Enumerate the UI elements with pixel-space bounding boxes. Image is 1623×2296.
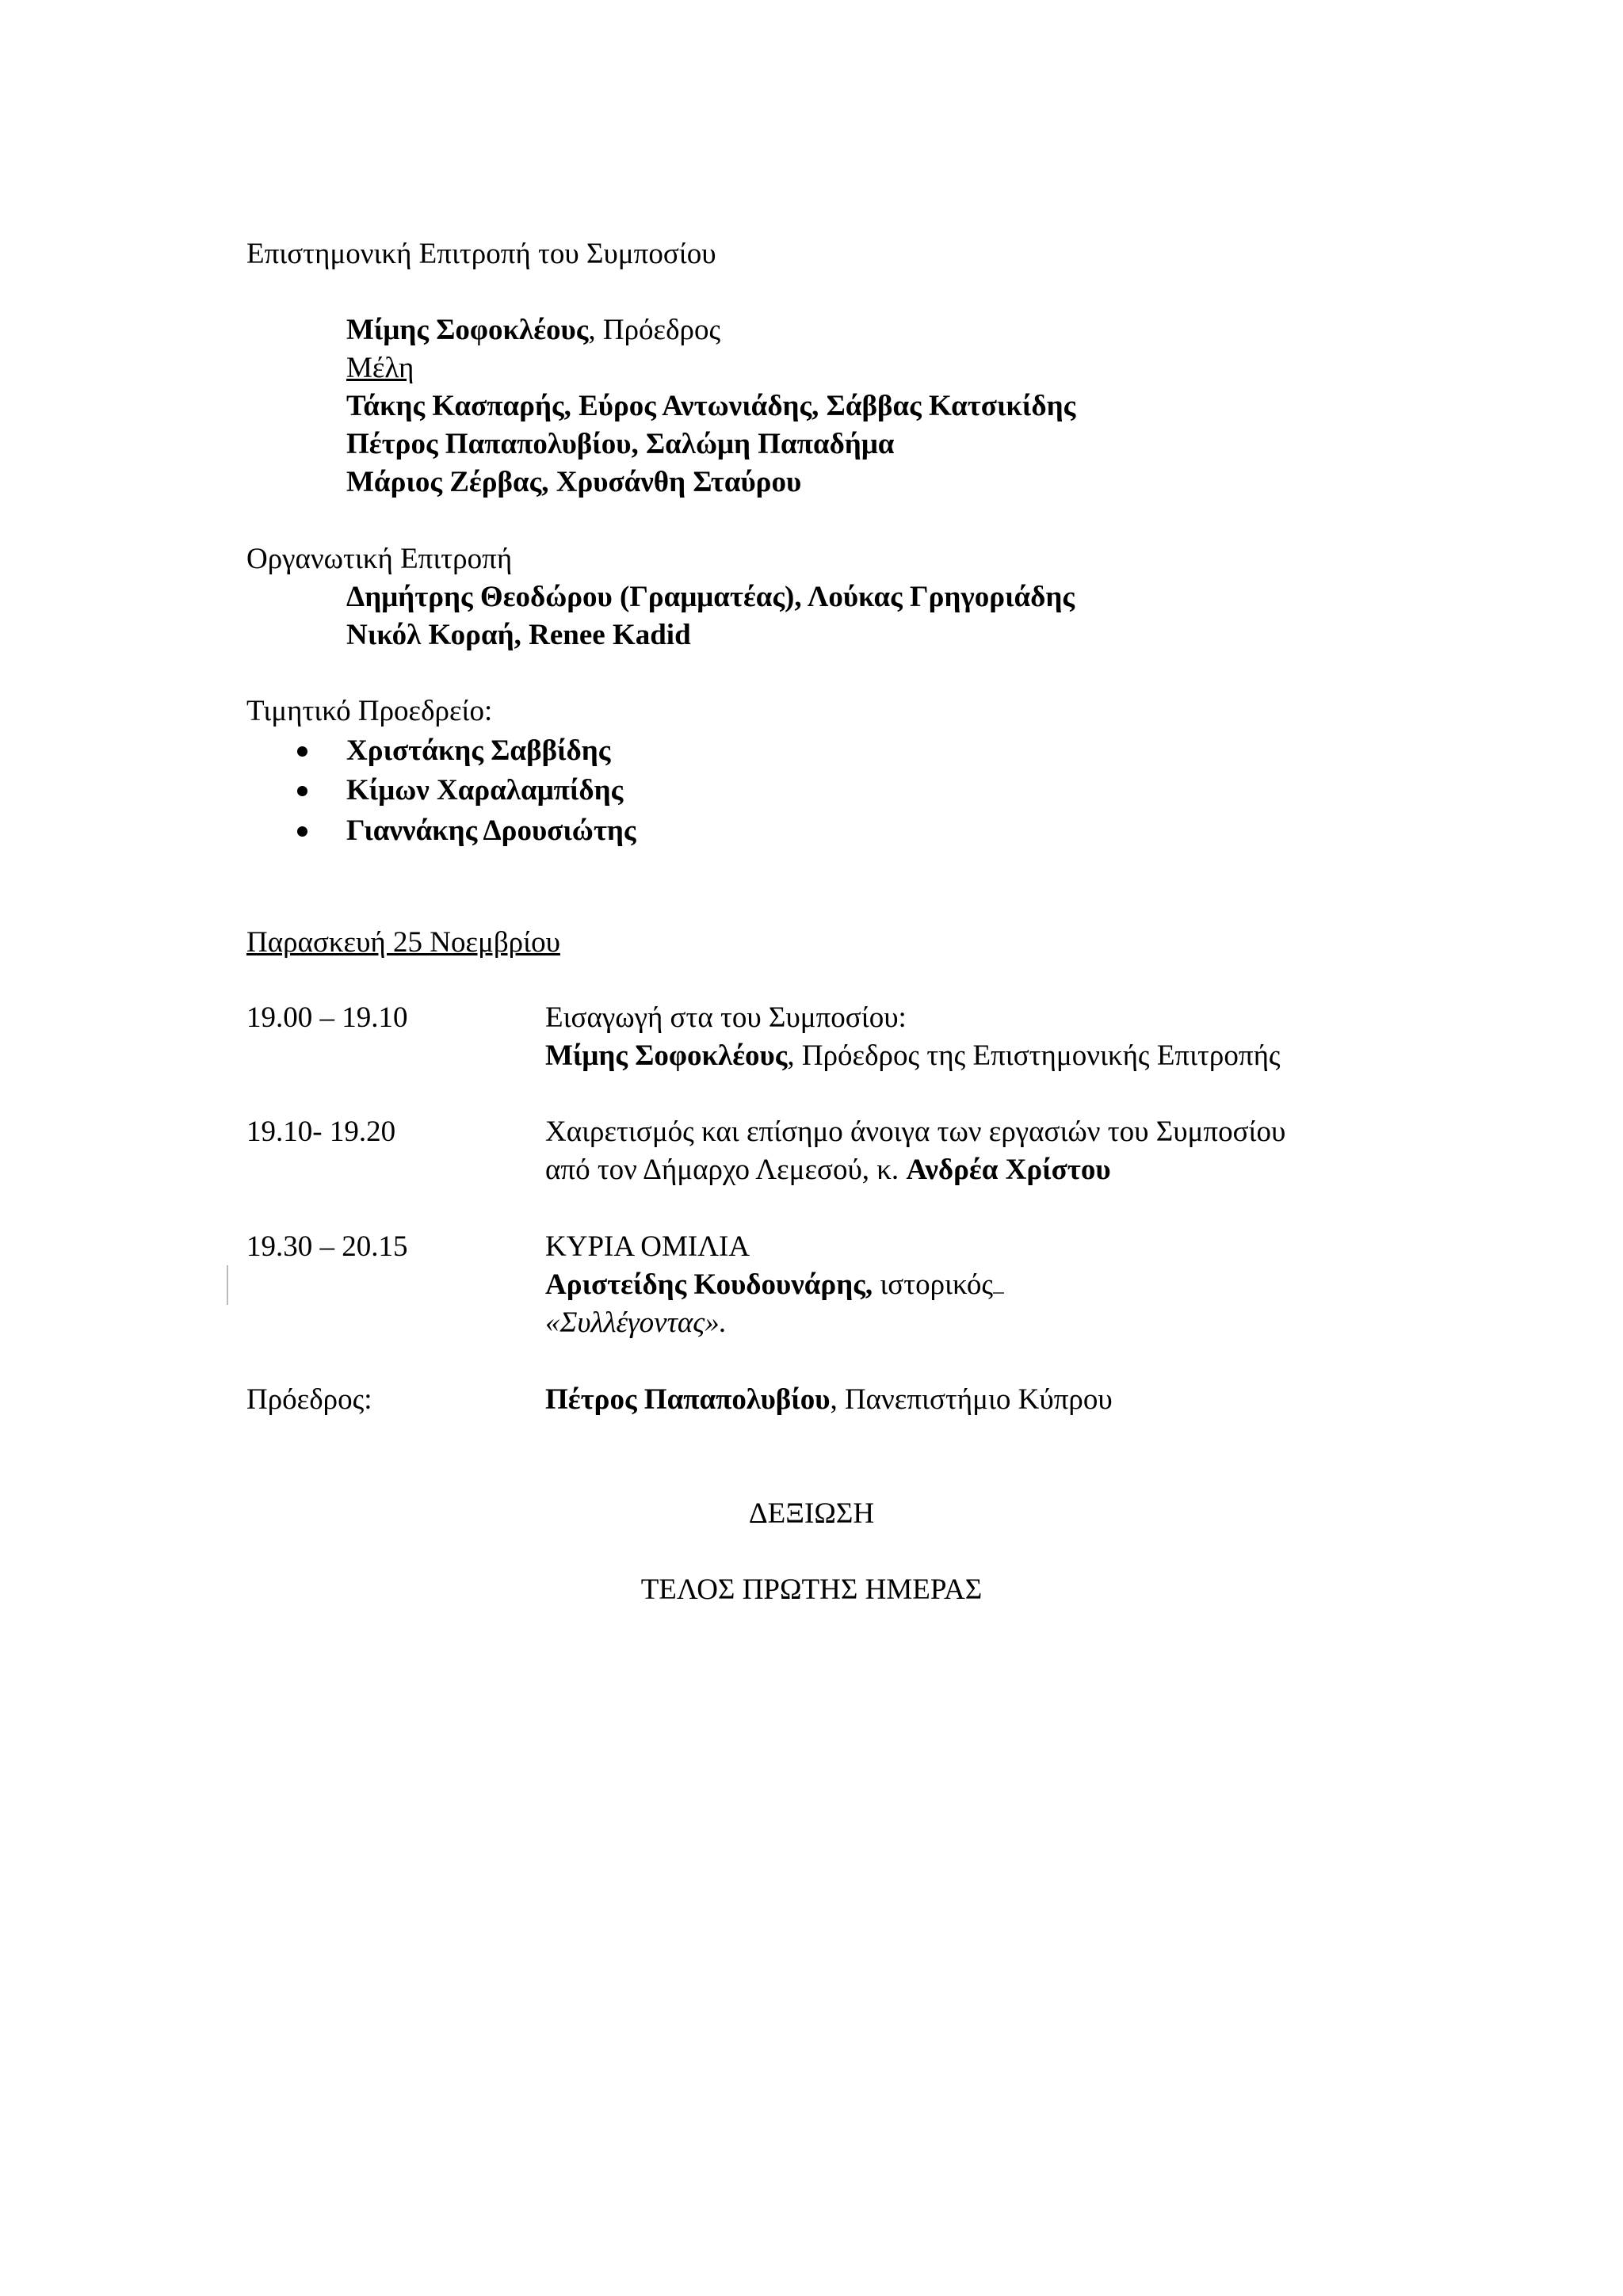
honorary-board-heading: Τιμητικό Προεδρείο: (246, 695, 493, 727)
text-cursor-mark (227, 1265, 228, 1305)
session-description: Εισαγωγή στα του Συμποσίου: (545, 1001, 907, 1034)
members-line: Τάκης Κασπαρής, Εύρος Αντωνιάδης, Σάββας Κατσικίδης (346, 390, 1076, 422)
end-of-day-label: ΤΕΛΟΣ ΠΡΩΤΗΣ ΗΜΕΡΑΣ (640, 1573, 983, 1606)
honorary-board-item: Κίμων Χαραλαμπίδης (346, 774, 624, 807)
talk-title: «Συλλέγοντας». (545, 1306, 727, 1339)
chair-label: Πρόεδρος: (246, 1383, 372, 1416)
session-speaker (545, 1268, 1004, 1302)
honorary-board-item: Χριστάκης Σαββίδης (346, 734, 611, 767)
reception-label: ΔΕΞΙΩΣΗ (748, 1497, 875, 1530)
members-line: Πέτρος Παπαπολυβίου, Σαλώμη Παπαδήμα (346, 428, 895, 460)
speaker-role: ιστορικός (873, 1268, 993, 1301)
session-chair (545, 1383, 1113, 1417)
bullet-icon (297, 826, 307, 837)
chair-role: , Πρόεδρος (588, 314, 721, 346)
organizing-committee-line: Νικόλ Κοραή, Renee Kadid (346, 619, 691, 651)
session-description: Χαιρετισμός και επίσημο άνοιγα των εργασιών του Συμποσίου (545, 1116, 1286, 1148)
session-speaker (545, 1153, 1111, 1188)
session-time: 19.10- 19.20 (246, 1116, 396, 1148)
organizing-committee-line: Δημήτρης Θεοδώρου (Γραμματέας), Λούκας Γρηγοριάδης (346, 581, 1075, 613)
chair-name: Πέτρος Παπαπολυβίου (545, 1383, 831, 1416)
day-heading: Παρασκευή 25 Νοεμβρίου (246, 926, 560, 959)
session-speaker (545, 1039, 1281, 1074)
scientific-committee-chair (346, 313, 720, 348)
speaker-name: Αριστείδης Κουδουνάρης, (545, 1268, 873, 1301)
members-line: Μάριος Ζέρβας, Χρυσάνθη Σταύρου (346, 466, 802, 498)
underline-mark (993, 1268, 1004, 1294)
speaker-role: , Πρόεδρος της Επιστημονικής Επιτροπής (787, 1039, 1281, 1072)
bullet-icon (297, 786, 307, 796)
speaker-name: Ανδρέα Χρίστου (906, 1154, 1111, 1186)
session-time: 19.00 – 19.10 (246, 1001, 408, 1034)
bullet-icon (297, 746, 307, 757)
chair-affiliation: , Πανεπιστήμιο Κύπρου (830, 1383, 1113, 1416)
speaker-name: Μίμης Σοφοκλέους (545, 1039, 788, 1072)
chair-name: Μίμης Σοφοκλέους (346, 314, 589, 346)
speaker-prefix: από τον Δήμαρχο Λεμεσού, κ. (545, 1154, 907, 1186)
honorary-board-item: Γιαννάκης Δρουσιώτης (346, 814, 636, 847)
members-label: Μέλη (346, 352, 414, 384)
scientific-committee-heading: Επιστημονική Επιτροπή του Συμποσίου (246, 238, 716, 270)
session-time: 19.30 – 20.15 (246, 1230, 408, 1263)
organizing-committee-heading: Οργανωτική Επιτροπή (246, 543, 513, 575)
session-description: ΚΥΡΙΑ ΟΜΙΛΙΑ (545, 1230, 750, 1263)
